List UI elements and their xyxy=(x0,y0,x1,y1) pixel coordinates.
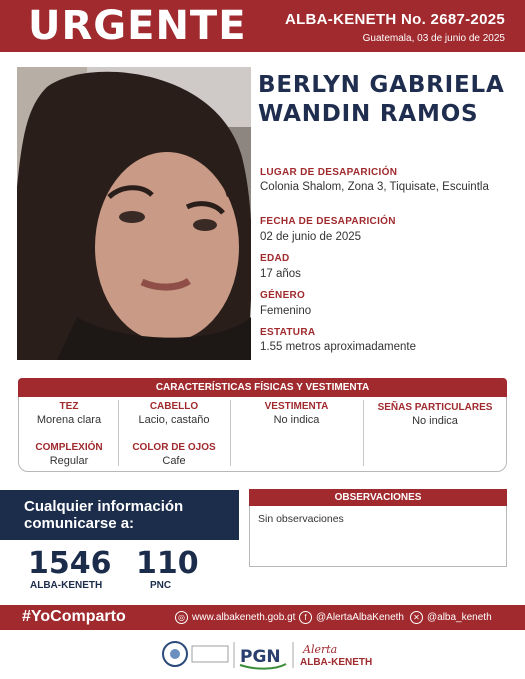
alba-keneth-logo: ALBA-KENETH xyxy=(300,657,373,668)
observaciones-title: OBSERVACIONES xyxy=(249,489,507,506)
person-name xyxy=(258,71,518,129)
edad-value: 17 años xyxy=(260,268,301,280)
footer-bar xyxy=(0,605,525,630)
website-text: www.albakeneth.gob.gt xyxy=(192,612,296,623)
senas-label: SEÑAS PARTICULARES xyxy=(377,402,493,413)
tez-label: TEZ xyxy=(59,401,79,412)
lugar-value: Colonia Shalom, Zona 3, Tiquisate, Escuintla xyxy=(260,181,489,193)
pgn-logo: PGN xyxy=(240,647,281,667)
twitter-link[interactable] xyxy=(410,611,492,624)
phone-label-alba: ALBA-KENETH xyxy=(30,580,103,591)
estatura-label: ESTATURA xyxy=(260,327,316,338)
facebook-icon: f xyxy=(299,611,312,624)
facebook-link[interactable] xyxy=(299,611,404,624)
place-date: Guatemala, 03 de junio de 2025 xyxy=(362,33,505,44)
characteristics-title: CARACTERÍSTICAS FÍSICAS Y VESTIMENTA xyxy=(18,378,507,397)
fecha-value: 02 de junio de 2025 xyxy=(260,231,362,243)
ojos-value: Cafe xyxy=(162,455,186,467)
missing-person-photo xyxy=(17,67,251,360)
observaciones-text: Sin observaciones xyxy=(258,513,344,525)
vestimenta-label: VESTIMENTA xyxy=(264,401,329,412)
senas-value: No indica xyxy=(412,415,458,427)
edad-label: EDAD xyxy=(260,253,290,264)
phone-label-pnc: PNC xyxy=(150,580,172,591)
ojos-label: COLOR DE OJOS xyxy=(132,442,216,453)
phone-number-1546[interactable]: 1546 xyxy=(28,546,112,581)
urgente-title: URGENTE xyxy=(28,3,247,49)
estatura-value: 1.55 metros aproximadamente xyxy=(260,341,416,353)
coat-of-arms-icon xyxy=(163,642,187,666)
contact-line2: comunicarse a: xyxy=(24,515,135,532)
fecha-label: FECHA DE DESAPARICIÓN xyxy=(260,216,396,227)
globe-icon: ◎ xyxy=(175,611,188,624)
alerta-logo: Alerta xyxy=(303,643,338,656)
cabello-value: Lacio, castaño xyxy=(138,414,210,426)
contact-box xyxy=(0,490,239,540)
tez-value: Morena clara xyxy=(36,414,102,426)
twitter-text: @alba_keneth xyxy=(427,612,492,623)
website-link[interactable] xyxy=(175,611,295,624)
cabello-label: CABELLO xyxy=(149,401,199,412)
alert-number: ALBA-KENETH No. 2687-2025 xyxy=(284,11,505,28)
x-icon: ✕ xyxy=(410,611,423,624)
genero-label: GÉNERO xyxy=(260,290,306,301)
facebook-text: @AlertaAlbaKeneth xyxy=(316,612,404,623)
lugar-label: LUGAR DE DESAPARICIÓN xyxy=(260,167,398,178)
contact-line1: Cualquier información xyxy=(24,498,184,515)
institution-logo xyxy=(192,646,228,662)
vestimenta-value: No indica xyxy=(273,414,320,426)
person-name-line1: BERLYN GABRIELA xyxy=(258,72,505,98)
person-name-line2: WANDIN RAMOS xyxy=(258,101,479,127)
complexion-label: COMPLEXIÓN xyxy=(35,442,103,453)
complexion-value: Regular xyxy=(49,455,89,467)
genero-value: Femenino xyxy=(260,305,312,317)
logos-strip xyxy=(0,634,525,679)
phone-number-110[interactable]: 110 xyxy=(136,546,199,581)
header-bar xyxy=(0,0,525,52)
hashtag: #YoComparto xyxy=(22,608,126,625)
